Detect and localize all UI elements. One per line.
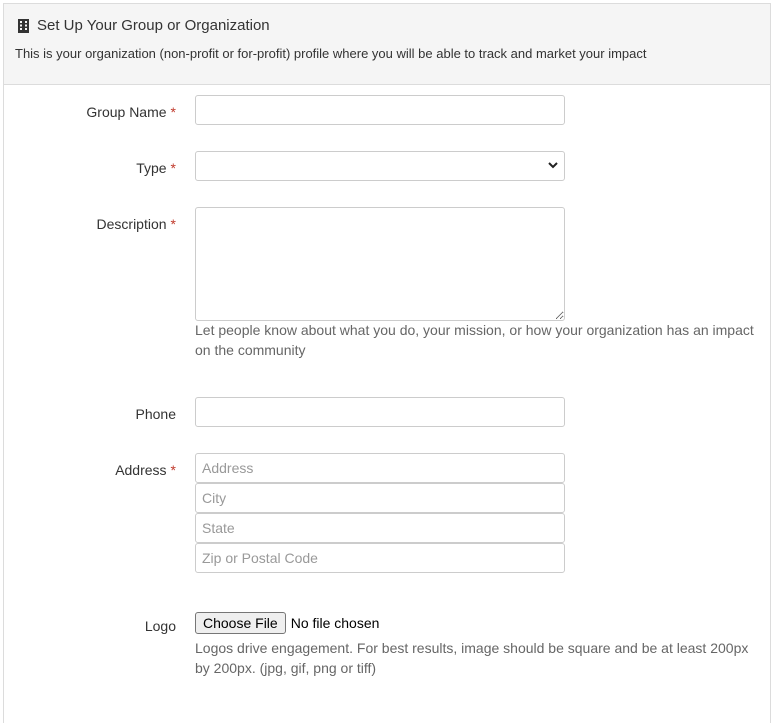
logo-label-text: Logo xyxy=(144,618,176,634)
panel-header xyxy=(4,4,770,85)
phone-label-text: Phone xyxy=(135,406,176,422)
state-input[interactable] xyxy=(195,513,565,543)
required-mark: * xyxy=(170,462,176,478)
group-name-input[interactable] xyxy=(195,95,565,125)
type-select[interactable] xyxy=(195,151,565,181)
type-label xyxy=(0,160,176,176)
description-help: Let people know about what you do, your mission, or how your organization has an impact on the community xyxy=(195,322,754,358)
building-icon xyxy=(18,19,29,33)
panel-subtitle: This is your organization (non-profit or for-profit) profile where you will be able to track and market your impact xyxy=(15,46,647,61)
description-textarea[interactable] xyxy=(195,207,565,321)
description-label-text: Description xyxy=(96,216,167,232)
choose-file-button[interactable]: Choose File xyxy=(195,612,286,634)
address-input[interactable] xyxy=(195,453,565,483)
phone-label xyxy=(0,406,176,422)
required-mark: * xyxy=(170,216,176,232)
file-status: No file chosen xyxy=(290,615,380,631)
city-input[interactable] xyxy=(195,483,565,513)
zip-input[interactable] xyxy=(195,543,565,573)
group-name-label xyxy=(0,104,176,120)
address-label-text: Address xyxy=(115,462,167,478)
type-label-text: Type xyxy=(136,160,167,176)
required-mark: * xyxy=(170,160,176,176)
description-label xyxy=(0,216,176,232)
group-name-label-text: Group Name xyxy=(86,104,167,120)
panel-title-text: Set Up Your Group or Organization xyxy=(37,17,270,34)
logo-help: Logos drive engagement. For best results, image should be square and be at least 200px by 200px. (jpg, gif, png or tiff) xyxy=(195,640,749,676)
required-mark: * xyxy=(170,104,176,120)
panel-title xyxy=(18,17,270,34)
address-label xyxy=(0,462,176,478)
logo-label xyxy=(0,618,176,634)
logo-file-input xyxy=(195,612,379,634)
phone-input[interactable] xyxy=(195,397,565,427)
